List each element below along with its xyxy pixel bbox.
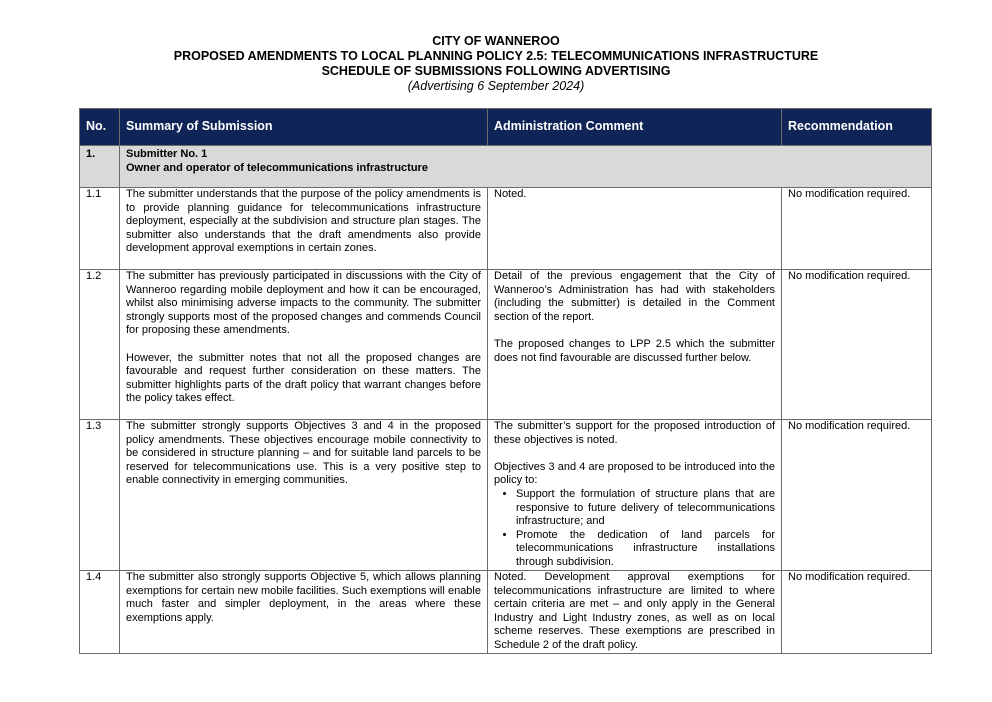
col-header-no: No.	[80, 109, 120, 146]
col-header-recommendation: Recommendation	[782, 109, 932, 146]
table-row	[80, 270, 932, 420]
submissions-table	[79, 108, 932, 654]
table-header-row	[80, 109, 932, 146]
row-no: 1.2	[80, 270, 120, 420]
row-no: 1.1	[80, 188, 120, 270]
table-row	[80, 188, 932, 270]
row-summary: The submitter understands that the purpose of the policy amendments is to provide planning guidance for telecommunications infrastructure deployment, especially at the subdivision and structure plan stages. The submitter also understands that the draft amendments also provide development approval exemptions in certain zones.	[120, 188, 488, 270]
comment-paragraph: The proposed changes to LPP 2.5 which the submitter does not find favourable are discussed further below.	[494, 337, 775, 364]
row-no: 1.4	[80, 571, 120, 654]
submitter-subtitle: Owner and operator of telecommunications infrastructure	[126, 161, 428, 174]
table-row	[80, 420, 932, 571]
submitter-title: Submitter No. 1	[126, 148, 208, 160]
row-recommendation: No modification required.	[782, 188, 932, 270]
comment-paragraph: The submitter’s support for the proposed introduction of these objectives is noted.	[494, 420, 775, 446]
comment-bullet: • Promote the dedication of land parcels for telecommunications infrastructure installations through subdivision.	[516, 529, 775, 570]
table-row	[80, 571, 932, 654]
col-header-summary: Summary of Submission	[120, 109, 488, 146]
comment-bullet-list	[494, 488, 775, 570]
header-title: PROPOSED AMENDMENTS TO LOCAL PLANNING POLICY 2.5: TELECOMMUNICATIONS INFRASTRUCTURE	[173, 49, 819, 63]
row-recommendation: No modification required.	[782, 270, 932, 420]
submitter-no: 1.	[80, 146, 120, 188]
row-comment: Noted. Development approval exemptions for telecommunications infrastructure are limited to where certain criteria are met – and only apply in the General Industry and Light Industry zones, as well as on local scheme reserves. These exemptions are prescribed in Schedule 2 of the draft policy.	[488, 571, 782, 654]
row-summary	[120, 270, 488, 420]
row-recommendation: No modification required.	[782, 420, 932, 571]
row-comment	[488, 270, 782, 420]
header-subtitle: SCHEDULE OF SUBMISSIONS FOLLOWING ADVERTISING	[321, 64, 671, 78]
submitter-row	[80, 146, 932, 188]
comment-paragraph: Detail of the previous engagement that the City of Wanneroo’s Administration has had with stakeholders (including the submitter) is detailed in the Comment section of the report.	[494, 270, 775, 323]
submitter-heading	[120, 146, 932, 188]
row-summary: The submitter strongly supports Objectives 3 and 4 in the proposed policy amendments. These objectives encourage mobile connectivity to be considered in structure planning – and for suitable land parcels to be reserved for telecommunications use. This is a very positive step to enable connectivity in emerging communities.	[120, 420, 488, 571]
col-header-comment: Administration Comment	[488, 109, 782, 146]
comment-bullet: • Support the formulation of structure plans that are responsive to future delivery of telecommunications infrastructure; and	[516, 488, 775, 529]
row-summary: The submitter also strongly supports Objective 5, which allows planning exemptions for certain new mobile facilities. Such exemptions will enable much faster and simpler deployment, in the areas where these exemptions apply.	[120, 571, 488, 654]
document-header	[0, 34, 992, 94]
header-advertising-date: (Advertising 6 September 2024)	[407, 79, 585, 93]
summary-paragraph: The submitter has previously participated in discussions with the City of Wanneroo regarding mobile deployment and how it can be encouraged, whilst also minimising adverse impacts to the community. The submitter strongly supports most of the proposed changes and commends Council for proposing these amendments.	[126, 270, 481, 337]
row-comment	[488, 420, 782, 571]
row-comment: Noted.	[488, 188, 782, 270]
header-org: CITY OF WANNEROO	[432, 34, 560, 48]
row-recommendation: No modification required.	[782, 571, 932, 654]
summary-paragraph: However, the submitter notes that not all the proposed changes are favourable and request further consideration on these matters. The submitter highlights parts of the draft policy that warrant changes before the policy takes effect.	[126, 351, 481, 405]
row-no: 1.3	[80, 420, 120, 571]
comment-paragraph: Objectives 3 and 4 are proposed to be introduced into the policy to:	[494, 460, 775, 487]
